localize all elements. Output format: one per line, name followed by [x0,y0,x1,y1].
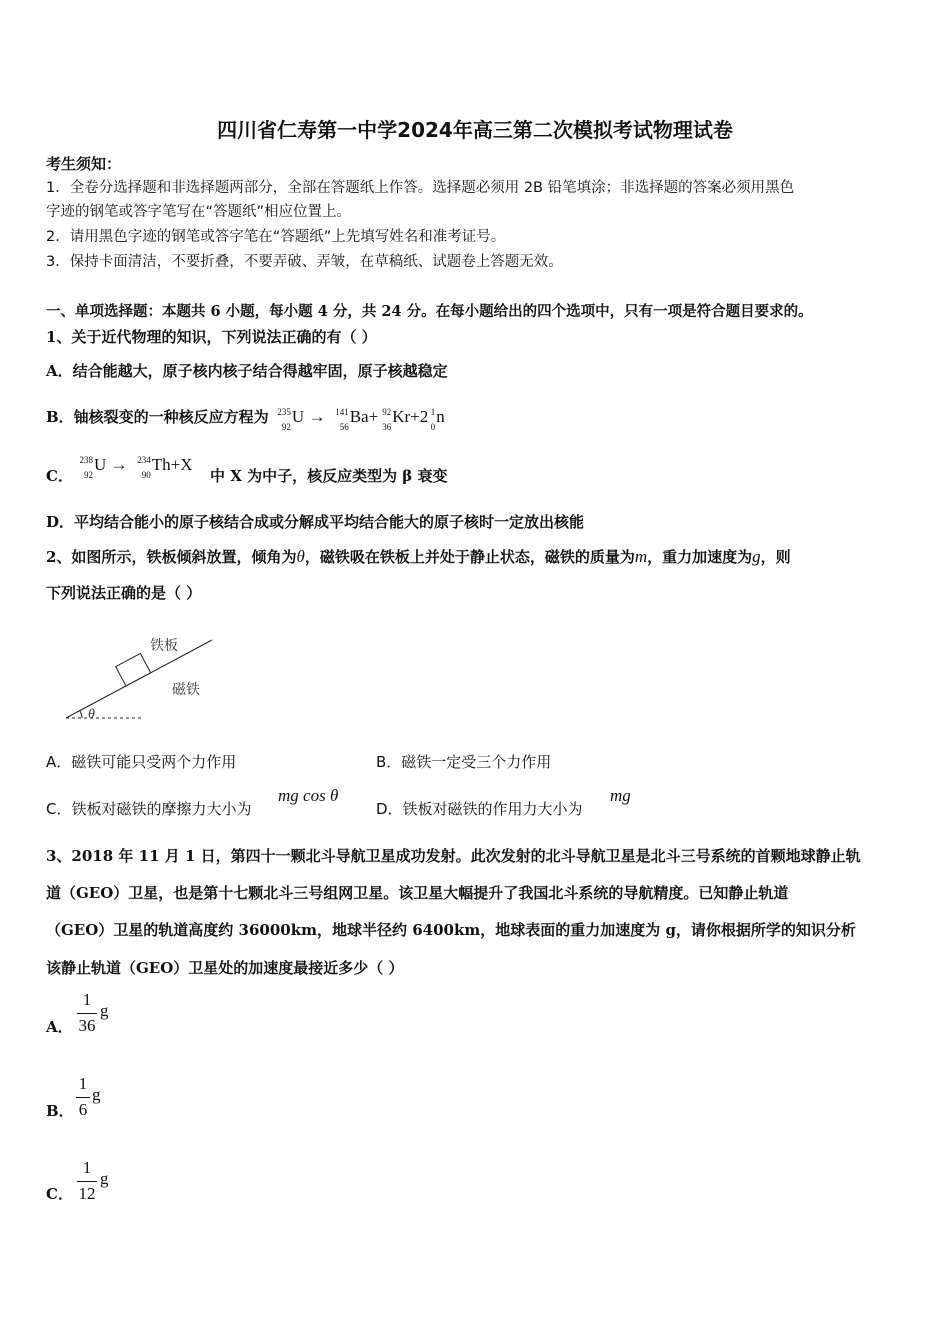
q3-line-2: 道（GEO）卫星，也是第十七颗北斗三号组网卫星。该卫星大幅提升了我国北斗系统的导航精度。已知静止轨道 [46,884,789,902]
q2-option-a: A．磁铁可能只受两个力作用 [46,753,237,771]
notice-heading: 考生须知： [46,155,122,173]
q2-option-c-equation: mg cos θ [278,786,339,805]
label-magnet: 磁铁 [172,682,200,698]
incline-diagram [60,628,230,728]
q3-line-3: （GEO）卫星的轨道高度约 36000km，地球半径约 6400km，地球表面的重力加速度为 g，请你根据所学的知识分析 [46,921,856,939]
q3-line-1: 3、2018 年 11 月 1 日，第四十一颗北斗导航卫星成功发射。此次发射的北斗导航卫星是北斗三号系统的首颗地球静止轨 [46,847,861,865]
q3-option-a-fraction: 1 36 g [78,990,109,1035]
section-heading: 一、单项选择题：本题共 6 小题，每小题 4 分，共 24 分。在每小题给出的四个选项中，只有一项是符合题目要求的。 [46,303,813,320]
q1-option-b-text: B．铀核裂变的一种核反应方程为 [46,408,269,426]
magnet-block [116,653,151,686]
page-title: 四川省仁寿第一中学2024年高三第二次模拟考试物理试卷 [217,118,733,142]
q2-option-b: B．磁铁一定受三个力作用 [376,753,552,771]
q2-option-d-text: D．铁板对磁铁的作用力大小为 [376,800,583,818]
notice-item-2: 2．请用黑色字迹的钢笔或答字笔在“答题纸”上先填写姓名和准考证号。 [46,229,506,245]
q3-option-a-label: A． [46,1018,73,1036]
mass-symbol: m [634,547,648,566]
q1-option-b [46,407,445,433]
label-iron-plate: 铁板 [150,638,178,654]
q1-option-c-label: C． [46,467,73,485]
q1-option-a: A．结合能越大，原子核内核子结合得越牢固，原子核越稳定 [46,362,448,380]
q3-option-c-fraction: 1 12 g [78,1158,109,1203]
q2-option-c-text: C．铁板对磁铁的摩擦力大小为 [46,800,252,818]
q1-option-b-equation: 235 92 U → 141 56 Ba+ 92 36 Kr+2 1 0 n [277,407,445,433]
q3-option-b-label: B． [46,1102,74,1120]
label-theta: θ [88,707,95,722]
gravity-symbol: g [752,547,761,566]
q1-option-d: D．平均结合能小的原子核结合成或分解成平均结合能大的原子核时一定放出核能 [46,513,585,531]
q2-stem-cont: 下列说法正确的是（ ） [46,584,202,602]
theta-symbol: θ [296,547,305,566]
q1-option-c-equation: 238 92 U → 234 90 Th+X [79,455,193,481]
q1-stem: 1、关于近代物理的知识，下列说法正确的有（ ） [46,328,377,346]
notice-item-3: 3．保持卡面清洁，不要折叠，不要弄破、弄皱，在草稿纸、试题卷上答题无效。 [46,254,563,270]
q2-stem: 2、如图所示，铁板倾斜放置，倾角为θ，磁铁吸在铁板上并处于静止状态，磁铁的质量为m，重力加速度为g，则 [46,547,791,566]
notice-item-1b: 字迹的钢笔或答字笔写在“答题纸”相应位置上。 [46,204,352,220]
angle-arc [80,711,82,718]
q3-option-b-fraction: 1 6 g [72,1074,112,1124]
q2-option-d-equation: mg [610,786,631,805]
notice-item-1a: 1．全卷分选择题和非选择题两部分，全部在答题纸上作答。选择题必须用 2B 铅笔填涂；非选择题的答案必须用黑色 [46,180,795,196]
q3-option-c-label: C． [46,1185,73,1203]
q3-line-4: 该静止轨道（GEO）卫星处的加速度最接近多少（ ） [46,959,404,977]
q1-option-c-text: 中 X 为中子，核反应类型为 β 衰变 [210,467,448,485]
